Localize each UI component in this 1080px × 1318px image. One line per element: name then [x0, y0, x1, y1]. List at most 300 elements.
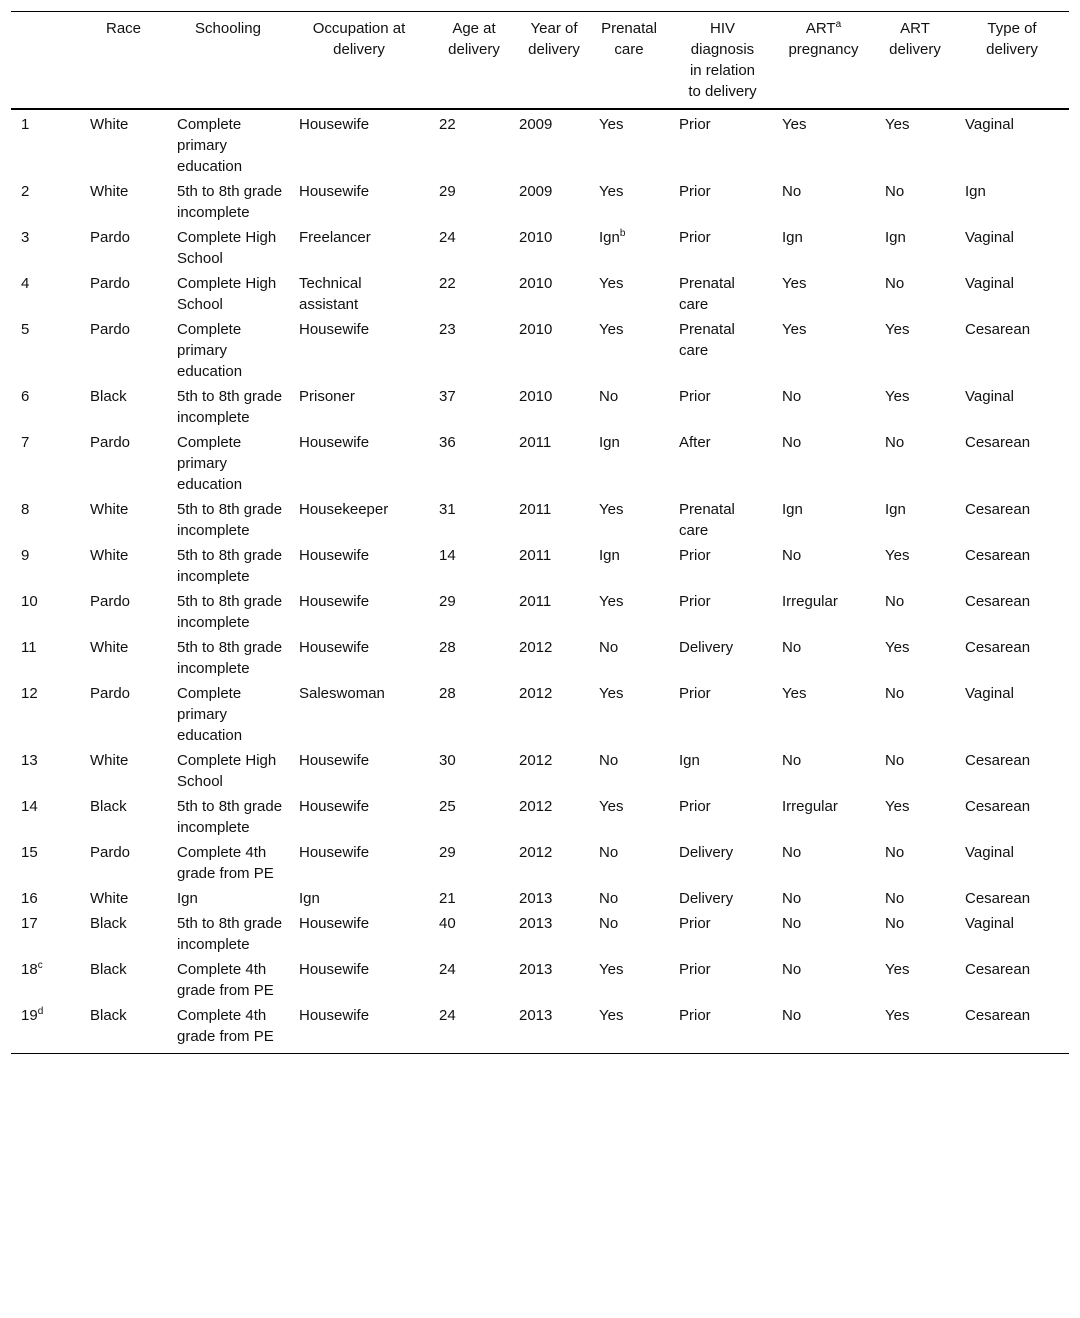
case-number-cell-text: 6: [21, 388, 30, 405]
art-pregnancy-cell: [772, 109, 875, 179]
occupation-cell: [289, 109, 429, 179]
hiv-diagnosis-cell-text: Ign: [679, 752, 700, 769]
schooling-cell-text: Complete 4th grade from PE: [177, 844, 274, 882]
delivery-type-cell: [955, 225, 1069, 271]
occupation-cell: [289, 1003, 429, 1054]
age-cell: [429, 589, 509, 635]
hiv-diagnosis-cell-text: After: [679, 434, 711, 451]
prenatal-cell: [589, 589, 669, 635]
hiv-diagnosis-cell-text: Prior: [679, 388, 711, 405]
delivery-type-cell-text: Cesarean: [965, 434, 1031, 451]
art-delivery-cell-text: No: [885, 915, 905, 932]
case-number-cell: [11, 384, 80, 430]
race-cell: [80, 589, 167, 635]
art-pregnancy-cell-text: No: [782, 639, 802, 656]
occupation-cell: [289, 179, 429, 225]
header-age: Age at delivery: [448, 20, 500, 58]
art-delivery-cell-text: Yes: [885, 798, 910, 815]
hiv-diagnosis-cell-text: Prior: [679, 183, 711, 200]
age-cell: [429, 317, 509, 384]
hiv-diagnosis-cell-text: Delivery: [679, 844, 734, 861]
delivery-type-cell-text: Vaginal: [965, 844, 1014, 861]
schooling-cell: [167, 497, 289, 543]
art-delivery-cell: [875, 1003, 955, 1054]
schooling-cell: [167, 317, 289, 384]
occupation-cell: [289, 384, 429, 430]
delivery-type-cell: [955, 886, 1069, 911]
art-pregnancy-cell: [772, 794, 875, 840]
year-cell-text: 2013: [519, 1007, 553, 1024]
race-cell: [80, 886, 167, 911]
occupation-cell: [289, 911, 429, 957]
prenatal-cell: [589, 543, 669, 589]
case-number-cell-text: 14: [21, 798, 38, 815]
table-row: [11, 179, 1069, 225]
art-pregnancy-cell-text: No: [782, 183, 802, 200]
delivery-type-cell: [955, 271, 1069, 317]
year-cell-text: 2013: [519, 915, 553, 932]
hiv-diagnosis-cell-text: Prior: [679, 1007, 711, 1024]
table-row: [11, 317, 1069, 384]
art-delivery-cell: [875, 794, 955, 840]
art-pregnancy-cell-text: No: [782, 961, 802, 978]
age-cell-text: 24: [439, 1007, 456, 1024]
year-cell: [509, 589, 589, 635]
case-number-cell: [11, 794, 80, 840]
occupation-cell-text: Housewife: [299, 321, 370, 338]
occupation-cell: [289, 543, 429, 589]
art-pregnancy-cell: [772, 748, 875, 794]
art-pregnancy-cell-text: Ign: [782, 229, 803, 246]
race-cell-text: Pardo: [90, 275, 131, 292]
art-delivery-cell-text: Yes: [885, 639, 910, 656]
hiv-diagnosis-cell-text: Prenatal care: [679, 321, 735, 359]
art-delivery-cell: [875, 589, 955, 635]
schooling-cell-text: 5th to 8th grade incomplete: [177, 501, 283, 539]
table-row: [11, 271, 1069, 317]
occupation-cell-text: Housewife: [299, 593, 370, 610]
schooling-cell: [167, 430, 289, 497]
art-pregnancy-cell-text: No: [782, 752, 802, 769]
art-delivery-cell: [875, 957, 955, 1003]
occupation-cell: [289, 635, 429, 681]
table-row: [11, 384, 1069, 430]
art-delivery-cell-text: No: [885, 752, 905, 769]
art-pregnancy-cell-text: Yes: [782, 685, 807, 702]
year-cell: [509, 681, 589, 748]
race-cell-text: White: [90, 183, 129, 200]
cases-table: [11, 11, 1069, 1054]
race-cell: [80, 384, 167, 430]
prenatal-cell-text: No: [599, 752, 619, 769]
year-cell-text: 2013: [519, 961, 553, 978]
case-number-cell-text: 19: [21, 1007, 38, 1024]
prenatal-cell: [589, 271, 669, 317]
year-cell: [509, 497, 589, 543]
schooling-cell: [167, 1003, 289, 1054]
footnote-marker: a: [835, 19, 842, 30]
age-cell-text: 29: [439, 183, 456, 200]
schooling-cell: [167, 384, 289, 430]
schooling-cell-text: 5th to 8th grade incomplete: [177, 388, 283, 426]
age-cell-text: 25: [439, 798, 456, 815]
case-number-cell: [11, 271, 80, 317]
table-row: [11, 911, 1069, 957]
schooling-cell: [167, 748, 289, 794]
year-cell: [509, 635, 589, 681]
schooling-cell: [167, 225, 289, 271]
art-delivery-cell-text: No: [885, 890, 905, 907]
header-prenatal: Prenatal care: [601, 20, 657, 58]
race-cell: [80, 497, 167, 543]
prenatal-cell-text: No: [599, 915, 619, 932]
case-number-cell: [11, 589, 80, 635]
art-pregnancy-cell-text: No: [782, 547, 802, 564]
prenatal-cell: [589, 957, 669, 1003]
art-pregnancy-cell: [772, 271, 875, 317]
age-cell-text: 21: [439, 890, 456, 907]
age-cell: [429, 886, 509, 911]
prenatal-cell-text: Yes: [599, 183, 624, 200]
delivery-type-cell-text: Vaginal: [965, 685, 1014, 702]
art-pregnancy-cell-text: Yes: [782, 275, 807, 292]
case-number-cell: [11, 179, 80, 225]
age-cell: [429, 911, 509, 957]
case-number-cell: [11, 681, 80, 748]
year-cell: [509, 225, 589, 271]
header-schooling: Schooling: [195, 20, 261, 37]
schooling-cell-text: Complete High School: [177, 752, 277, 790]
occupation-cell-text: Housewife: [299, 639, 370, 656]
header-art-pregnancy-label: pregnancy: [788, 41, 859, 58]
delivery-type-cell-text: Cesarean: [965, 1007, 1031, 1024]
art-delivery-cell: [875, 430, 955, 497]
year-cell: [509, 430, 589, 497]
header-race: Race: [105, 20, 142, 37]
occupation-cell: [289, 497, 429, 543]
race-cell-text: White: [90, 890, 129, 907]
delivery-type-cell-text: Vaginal: [965, 915, 1014, 932]
table-row: [11, 543, 1069, 589]
prenatal-cell: [589, 109, 669, 179]
header-art-label: ART: [805, 20, 836, 37]
hiv-diagnosis-cell: [669, 271, 772, 317]
race-cell-text: White: [90, 116, 129, 133]
hiv-diagnosis-cell: [669, 748, 772, 794]
art-pregnancy-cell: [772, 317, 875, 384]
age-cell: [429, 430, 509, 497]
art-pregnancy-cell: [772, 225, 875, 271]
year-cell-text: 2010: [519, 388, 553, 405]
prenatal-cell-text: No: [599, 844, 619, 861]
art-delivery-cell: [875, 635, 955, 681]
occupation-cell: [289, 681, 429, 748]
delivery-type-cell-text: Cesarean: [965, 890, 1031, 907]
delivery-type-cell-text: Cesarean: [965, 961, 1031, 978]
case-number-cell: [11, 497, 80, 543]
race-cell-text: Pardo: [90, 434, 131, 451]
occupation-cell-text: Housewife: [299, 961, 370, 978]
age-cell-text: 30: [439, 752, 456, 769]
table-row: [11, 635, 1069, 681]
art-delivery-cell: [875, 179, 955, 225]
occupation-cell-text: Housewife: [299, 116, 370, 133]
age-cell: [429, 840, 509, 886]
case-number-cell-text: 12: [21, 685, 38, 702]
schooling-cell-text: Complete 4th grade from PE: [177, 1007, 274, 1045]
art-pregnancy-cell: [772, 430, 875, 497]
prenatal-cell-text: Yes: [599, 1007, 624, 1024]
art-delivery-cell: [875, 886, 955, 911]
age-cell-text: 23: [439, 321, 456, 338]
prenatal-cell-text: Ign: [599, 547, 620, 564]
art-delivery-cell-text: Yes: [885, 1007, 910, 1024]
occupation-cell-text: Housewife: [299, 1007, 370, 1024]
prenatal-cell-text: No: [599, 388, 619, 405]
header-hiv-diagnosis: HIV diagnosis in relation to delivery: [688, 20, 757, 100]
delivery-type-cell-text: Cesarean: [965, 639, 1031, 656]
delivery-type-cell: [955, 109, 1069, 179]
delivery-type-cell-text: Cesarean: [965, 547, 1031, 564]
occupation-cell: [289, 886, 429, 911]
hiv-diagnosis-cell: [669, 317, 772, 384]
year-cell-text: 2012: [519, 798, 553, 815]
prenatal-cell-text: Yes: [599, 321, 624, 338]
art-delivery-cell: [875, 271, 955, 317]
age-cell: [429, 497, 509, 543]
delivery-type-cell: [955, 384, 1069, 430]
occupation-cell-text: Housekeeper: [299, 501, 389, 518]
schooling-cell: [167, 886, 289, 911]
race-cell: [80, 957, 167, 1003]
hiv-diagnosis-cell-text: Prior: [679, 961, 711, 978]
art-pregnancy-cell-text: Ign: [782, 501, 803, 518]
schooling-cell: [167, 271, 289, 317]
art-pregnancy-cell: [772, 911, 875, 957]
header-row: [11, 12, 1069, 110]
case-number-cell-text: 18: [21, 961, 38, 978]
age-cell: [429, 179, 509, 225]
art-delivery-cell: [875, 681, 955, 748]
delivery-type-cell: [955, 681, 1069, 748]
schooling-cell-text: 5th to 8th grade incomplete: [177, 547, 283, 585]
delivery-type-cell-text: Cesarean: [965, 501, 1031, 518]
age-cell: [429, 109, 509, 179]
year-cell: [509, 886, 589, 911]
prenatal-cell: [589, 317, 669, 384]
year-cell: [509, 748, 589, 794]
header-art-pregnancy: [772, 12, 875, 110]
art-pregnancy-cell: [772, 1003, 875, 1054]
prenatal-cell-text: Yes: [599, 116, 624, 133]
occupation-cell: [289, 430, 429, 497]
hiv-diagnosis-cell: [669, 886, 772, 911]
delivery-type-cell: [955, 748, 1069, 794]
year-cell-text: 2011: [519, 593, 552, 610]
race-cell-text: White: [90, 752, 129, 769]
year-cell: [509, 109, 589, 179]
year-cell: [509, 384, 589, 430]
age-cell-text: 24: [439, 229, 456, 246]
prenatal-cell-text: Ign: [599, 434, 620, 451]
case-number-cell: [11, 543, 80, 589]
hiv-diagnosis-cell-text: Delivery: [679, 639, 734, 656]
race-cell-text: White: [90, 639, 129, 656]
schooling-cell-text: 5th to 8th grade incomplete: [177, 639, 283, 677]
hiv-diagnosis-cell: [669, 911, 772, 957]
schooling-cell: [167, 635, 289, 681]
race-cell: [80, 179, 167, 225]
age-cell-text: 22: [439, 116, 456, 133]
delivery-type-cell: [955, 840, 1069, 886]
art-pregnancy-cell: [772, 543, 875, 589]
schooling-cell: [167, 681, 289, 748]
case-number-cell: [11, 109, 80, 179]
delivery-type-cell-text: Cesarean: [965, 593, 1031, 610]
delivery-type-cell: [955, 794, 1069, 840]
race-cell: [80, 109, 167, 179]
schooling-cell: [167, 794, 289, 840]
year-cell-text: 2012: [519, 844, 553, 861]
occupation-cell: [289, 840, 429, 886]
table-row: [11, 794, 1069, 840]
race-cell: [80, 1003, 167, 1054]
race-cell: [80, 543, 167, 589]
year-cell-text: 2012: [519, 752, 553, 769]
art-pregnancy-cell-text: No: [782, 915, 802, 932]
hiv-diagnosis-cell-text: Prior: [679, 798, 711, 815]
art-pregnancy-cell: [772, 497, 875, 543]
occupation-cell: [289, 589, 429, 635]
age-cell-text: 29: [439, 844, 456, 861]
prenatal-cell: [589, 497, 669, 543]
occupation-cell: [289, 957, 429, 1003]
case-number-cell-text: 7: [21, 434, 30, 451]
schooling-cell: [167, 911, 289, 957]
year-cell-text: 2009: [519, 183, 553, 200]
age-cell-text: 14: [439, 547, 456, 564]
case-number-cell-text: 4: [21, 275, 30, 292]
art-delivery-cell-text: Ign: [885, 501, 906, 518]
schooling-cell: [167, 109, 289, 179]
art-delivery-cell-text: Ign: [885, 229, 906, 246]
hiv-diagnosis-cell: [669, 430, 772, 497]
art-delivery-cell: [875, 317, 955, 384]
hiv-diagnosis-cell: [669, 1003, 772, 1054]
prenatal-cell: [589, 430, 669, 497]
case-number-cell: [11, 911, 80, 957]
table-row: [11, 886, 1069, 911]
occupation-cell-text: Ign: [299, 890, 320, 907]
race-cell-text: Black: [90, 798, 127, 815]
case-number-cell-text: 17: [21, 915, 38, 932]
occupation-cell-text: Housewife: [299, 183, 370, 200]
art-pregnancy-cell-text: No: [782, 434, 802, 451]
hiv-diagnosis-cell: [669, 179, 772, 225]
schooling-cell: [167, 589, 289, 635]
occupation-cell-text: Housewife: [299, 844, 370, 861]
table-row: [11, 957, 1069, 1003]
hiv-diagnosis-cell: [669, 384, 772, 430]
schooling-cell: [167, 957, 289, 1003]
race-cell-text: Pardo: [90, 321, 131, 338]
hiv-diagnosis-cell: [669, 635, 772, 681]
prenatal-cell: [589, 911, 669, 957]
year-cell-text: 2010: [519, 321, 553, 338]
occupation-cell-text: Housewife: [299, 798, 370, 815]
hiv-diagnosis-cell: [669, 543, 772, 589]
year-cell: [509, 1003, 589, 1054]
prenatal-cell-text: Ign: [599, 229, 620, 246]
hiv-diagnosis-cell: [669, 109, 772, 179]
prenatal-cell-text: No: [599, 890, 619, 907]
year-cell-text: 2011: [519, 547, 552, 564]
art-delivery-cell: [875, 225, 955, 271]
art-delivery-cell: [875, 748, 955, 794]
art-pregnancy-cell-text: Yes: [782, 321, 807, 338]
art-delivery-cell: [875, 497, 955, 543]
art-pregnancy-cell: [772, 681, 875, 748]
age-cell: [429, 384, 509, 430]
year-cell: [509, 317, 589, 384]
art-delivery-cell-text: No: [885, 275, 905, 292]
year-cell-text: 2011: [519, 501, 552, 518]
prenatal-cell-text: Yes: [599, 961, 624, 978]
race-cell: [80, 430, 167, 497]
schooling-cell-text: Ign: [177, 890, 198, 907]
case-number-cell-text: 8: [21, 501, 30, 518]
race-cell-text: Pardo: [90, 593, 131, 610]
schooling-cell-text: Complete 4th grade from PE: [177, 961, 274, 999]
table-row: [11, 497, 1069, 543]
occupation-cell-text: Housewife: [299, 547, 370, 564]
schooling-cell-text: Complete primary education: [177, 321, 243, 380]
schooling-cell: [167, 543, 289, 589]
schooling-cell-text: Complete High School: [177, 229, 277, 267]
prenatal-cell-text: Yes: [599, 798, 624, 815]
art-delivery-cell-text: Yes: [885, 547, 910, 564]
hiv-diagnosis-cell: [669, 589, 772, 635]
art-delivery-cell: [875, 109, 955, 179]
race-cell-text: Pardo: [90, 685, 131, 702]
age-cell: [429, 794, 509, 840]
prenatal-cell: [589, 635, 669, 681]
table-row: [11, 109, 1069, 179]
case-number-cell-text: 9: [21, 547, 30, 564]
age-cell-text: 24: [439, 961, 456, 978]
hiv-diagnosis-cell-text: Prior: [679, 685, 711, 702]
schooling-cell-text: Complete primary education: [177, 116, 243, 175]
age-cell: [429, 681, 509, 748]
art-pregnancy-cell: [772, 589, 875, 635]
hiv-diagnosis-cell: [669, 840, 772, 886]
prenatal-cell: [589, 681, 669, 748]
art-pregnancy-cell-text: Yes: [782, 116, 807, 133]
art-delivery-cell-text: No: [885, 844, 905, 861]
year-cell: [509, 794, 589, 840]
delivery-type-cell-text: Cesarean: [965, 798, 1031, 815]
delivery-type-cell-text: Vaginal: [965, 116, 1014, 133]
case-number-cell: [11, 635, 80, 681]
case-number-cell: [11, 840, 80, 886]
prenatal-cell-text: Yes: [599, 685, 624, 702]
occupation-cell-text: Saleswoman: [299, 685, 385, 702]
delivery-type-cell: [955, 543, 1069, 589]
schooling-cell: [167, 179, 289, 225]
art-pregnancy-cell: [772, 635, 875, 681]
hiv-diagnosis-cell: [669, 681, 772, 748]
race-cell-text: Black: [90, 915, 127, 932]
